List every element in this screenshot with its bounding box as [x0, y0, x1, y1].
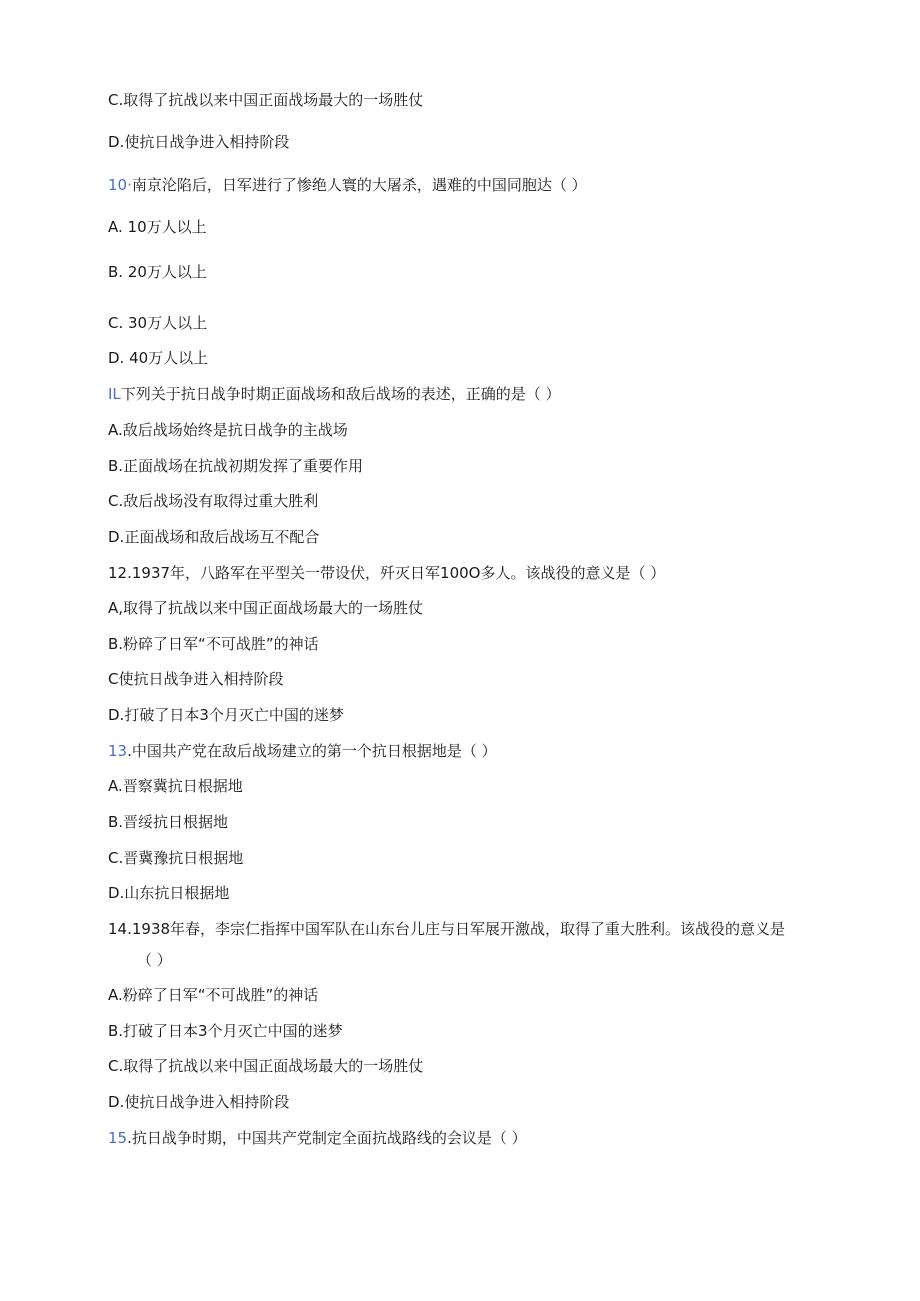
line-text: 14.1938年春，李宗仁指挥中国军队在山东台儿庄与日军展开激战，取得了重大胜利。该战役的意义是	[108, 920, 786, 938]
option-line	[108, 705, 344, 725]
line-text: （ ）	[137, 951, 172, 969]
line-text: C.取得了抗战以来中国正面战场最大的一场胜仗	[108, 91, 424, 109]
question-line	[108, 563, 665, 583]
line-text: A,取得了抗战以来中国正面战场最大的一场胜仗	[108, 599, 424, 617]
line-text: D.山东抗日根据地	[108, 884, 230, 902]
line-text: C.取得了抗战以来中国正面战场最大的一场胜仗	[108, 1057, 424, 1075]
line-text: B.晋绥抗日根据地	[108, 813, 229, 831]
option-line	[108, 313, 207, 333]
option-line	[108, 132, 289, 152]
question-line	[108, 919, 785, 939]
line-text: D.正面战场和敌后战场互不配合	[108, 528, 320, 546]
line-text: 12.1937年，八路军在平型关一带设伏，歼灭日军100O多人。该战役的意义是（ ）	[108, 564, 666, 582]
question-number: 10·	[108, 176, 132, 194]
question-number: IL	[108, 385, 121, 403]
line-text: 南京沦陷后，日军进行了惨绝人寰的大屠杀，遇难的中国同胞达（ ）	[131, 176, 587, 194]
line-text: B.打破了日本3个月灭亡中国的迷梦	[108, 1022, 343, 1040]
option-line	[108, 527, 319, 547]
question-line	[108, 741, 497, 761]
line-text: B. 20万人以上	[108, 263, 207, 281]
option-line	[108, 883, 229, 903]
line-text: .中国共产党在敌后战场建立的第一个抗日根据地是（ ）	[127, 742, 497, 760]
line-text: B.正面战场在抗战初期发挥了重要作用	[108, 457, 364, 475]
option-line	[108, 669, 283, 689]
option-line	[108, 90, 423, 110]
line-text: A.粉碎了日军“不可战胜”的神话	[108, 986, 319, 1004]
option-line	[108, 1021, 343, 1041]
line-text: A. 10万人以上	[108, 218, 207, 236]
option-line	[108, 456, 363, 476]
line-text: A.晋察冀抗日根据地	[108, 777, 243, 795]
line-text: A.敌后战场始终是抗日战争的主战场	[108, 421, 348, 439]
question-line-continued	[137, 950, 172, 970]
option-line	[108, 812, 228, 832]
line-text: C使抗日战争进入相持阶段	[108, 670, 284, 688]
option-line	[108, 262, 207, 282]
question-line	[108, 384, 561, 404]
line-text: D.打破了日本3个月灭亡中国的迷梦	[108, 706, 344, 724]
option-line	[108, 848, 243, 868]
line-text: B.粉碎了日军“不可战胜”的神话	[108, 635, 319, 653]
option-line	[108, 598, 423, 618]
option-line	[108, 420, 348, 440]
line-text: D.使抗日战争进入相持阶段	[108, 133, 290, 151]
line-text: C.敌后战场没有取得过重大胜利	[108, 492, 319, 510]
option-line	[108, 776, 243, 796]
option-line	[108, 634, 319, 654]
option-line	[108, 217, 207, 237]
option-line	[108, 491, 318, 511]
option-line	[108, 985, 318, 1005]
question-line	[108, 1128, 527, 1148]
option-line	[108, 1056, 423, 1076]
line-text: C.晋冀豫抗日根据地	[108, 849, 244, 867]
line-text: D.使抗日战争进入相持阶段	[108, 1093, 290, 1111]
question-number: 13	[108, 742, 128, 760]
option-line	[108, 348, 208, 368]
question-number: 15	[108, 1129, 128, 1147]
line-text: C. 30万人以上	[108, 314, 208, 332]
question-line	[108, 175, 587, 195]
line-text: .抗日战争时期，中国共产党制定全面抗战路线的会议是（ ）	[127, 1129, 527, 1147]
option-line	[108, 1092, 289, 1112]
line-text: D. 40万人以上	[108, 349, 209, 367]
line-text: 下列关于抗日战争时期正面战场和敌后战场的表述，正确的是（ ）	[120, 385, 561, 403]
